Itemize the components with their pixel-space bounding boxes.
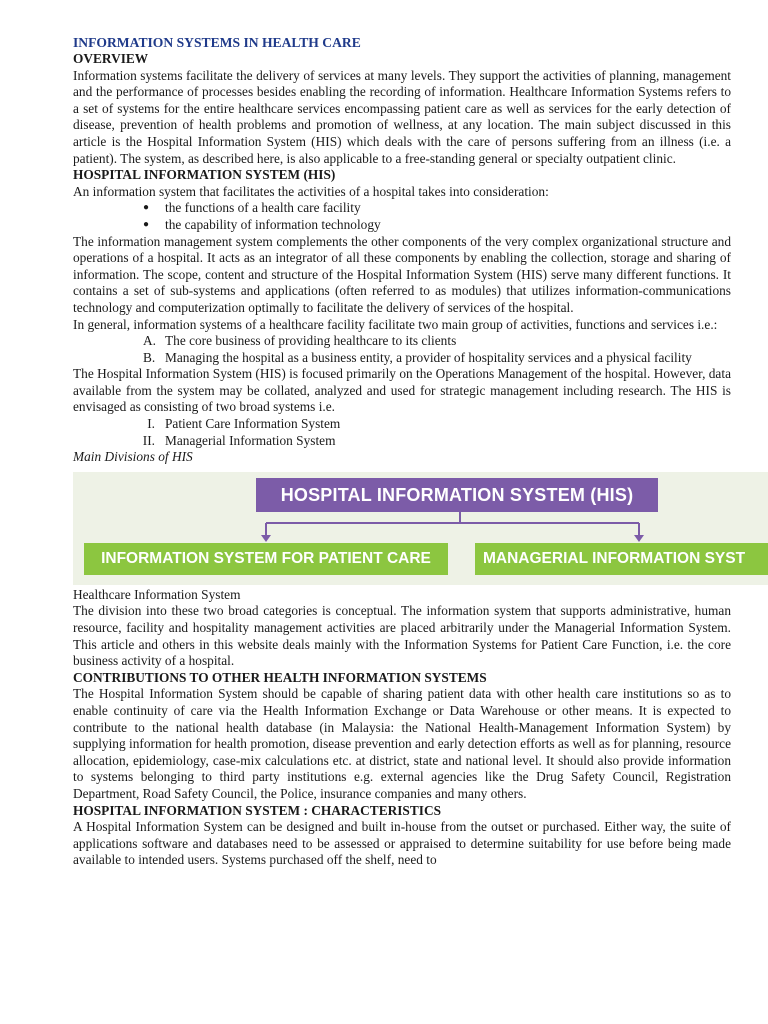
contributions-heading: CONTRIBUTIONS TO OTHER HEALTH INFORMATION SYSTEMS bbox=[73, 669, 487, 685]
activity-list bbox=[73, 333, 731, 366]
contributions-paragraph: The Hospital Information System should be capable of sharing patient data with other health care institutions so as to enable continuity of care via the Health Information Exchange or Data Warehouse or other means. It is expected to contribute to the national health database (in Malaysia: the National Health-Management Information System) by supplying information for health promotion, disease prevention and early detection efforts as well as for planning, resource allocation, epidemiology, case-mix calculations etc. at district, state and national level. It should also provide information to systems belonging to third party institutions e.g. external agencies like the Drug Safety Council, Registration Department, Road Safety Council, the Police, insurance companies and many others. bbox=[73, 686, 731, 801]
his-heading: HOSPITAL INFORMATION SYSTEM (HIS) bbox=[73, 167, 336, 183]
document-title: INFORMATION SYSTEMS IN HEALTH CARE bbox=[73, 35, 361, 50]
list-item-text: Managerial Information System bbox=[165, 432, 336, 448]
diagram-caption: Main Divisions of HIS bbox=[73, 449, 193, 465]
his-bullet-list bbox=[73, 200, 731, 233]
list-marker: I. bbox=[147, 416, 155, 432]
list-item bbox=[143, 217, 731, 234]
list-marker: A. bbox=[143, 333, 156, 349]
characteristics-paragraph: A Hospital Information System can be designed and built in-house from the outset or purchased. Either way, the suite of applications software and databases need to be assessed or appraised to determine suitability for use before being made available to intended users. Systems purchased off the shelf, need to bbox=[73, 819, 731, 868]
list-item bbox=[143, 200, 731, 217]
document-page bbox=[73, 34, 746, 869]
arrow-left-icon bbox=[261, 535, 271, 542]
overview-heading: OVERVIEW bbox=[73, 51, 149, 66]
division-paragraph: The division into these two broad categories is conceptual. The information system that supports administrative, human resource, facility and hospitality management activities are placed arbitrarily under the Managerial Information System. This article and others in this website deals mainly with the Information Systems for Patient Care Function, i.e. the core business activity of a hospital. bbox=[73, 603, 731, 669]
his-intro: An information system that facilitates the activities of a hospital takes into consideration: bbox=[73, 183, 549, 199]
diagram-subtitle: Healthcare Information System bbox=[73, 586, 241, 602]
bullet-text: the functions of a health care facility bbox=[165, 200, 361, 216]
list-item bbox=[143, 350, 731, 367]
characteristics-heading: HOSPITAL INFORMATION SYSTEM : CHARACTERISTICS bbox=[73, 802, 442, 818]
his-paragraph-2: In general, information systems of a healthcare facility facilitate two main group of activities, functions and services i.e.: bbox=[73, 316, 718, 332]
overview-paragraph: Information systems facilitate the delivery of services at many levels. They support the activities of planning, management and the performance of processes besides enabling the recording of information. Healthcare Information Systems refers to a set of systems for the entire healthcare services encompassing patient care as well as services for the early detection of disease, prevention of health problems and promotion of wellness, at any location. The main subject discussed in this article is the Hospital Information System (HIS) which deals with the care of persons suffering from an illness (i.e. a patient). The system, as described here, is also applicable to a free-standing general or specialty outpatient clinic. bbox=[73, 67, 731, 166]
his-divisions-diagram bbox=[73, 472, 768, 585]
his-paragraph-1: The information management system complements the other components of the very complex organizational structure and operations of a hospital. It acts as an integrator of all these components by enabling the collection, storage and sharing of information. The scope, content and structure of the Hospital Information System (HIS) serve many different functions. It contains a set of sub-systems and applications (often referred to as modules) that utilizes information-communications technology and computerization optimally to facilitate the delivery of services of the hospital. bbox=[73, 233, 731, 315]
list-item bbox=[133, 416, 731, 433]
list-marker: II. bbox=[142, 432, 155, 448]
list-item-text: The core business of providing healthcare to its clients bbox=[165, 333, 457, 349]
his-paragraph-3: The Hospital Information System (HIS) is focused primarily on the Operations Management of the hospital. However, data available from the system may be collated, analyzed and used for strategic management including research. The HIS is envisaged as consisting of two broad systems i.e. bbox=[73, 366, 731, 415]
managerial-box: MANAGERIAL INFORMATION SYST bbox=[475, 543, 768, 575]
systems-list bbox=[73, 416, 731, 449]
bullet-icon: ● bbox=[143, 202, 150, 214]
list-item bbox=[143, 333, 731, 350]
bullet-icon: ● bbox=[143, 218, 150, 230]
arrow-right-icon bbox=[634, 535, 644, 542]
list-item bbox=[133, 433, 731, 450]
patient-care-box: INFORMATION SYSTEM FOR PATIENT CARE bbox=[84, 543, 448, 575]
his-top-box: HOSPITAL INFORMATION SYSTEM (HIS) bbox=[256, 478, 658, 512]
list-marker: B. bbox=[143, 349, 156, 365]
bullet-text: the capability of information technology bbox=[165, 216, 381, 232]
list-item-text: Patient Care Information System bbox=[165, 416, 341, 432]
list-item-text: Managing the hospital as a business entity, a provider of hospitality services and a physical facility bbox=[165, 349, 692, 365]
